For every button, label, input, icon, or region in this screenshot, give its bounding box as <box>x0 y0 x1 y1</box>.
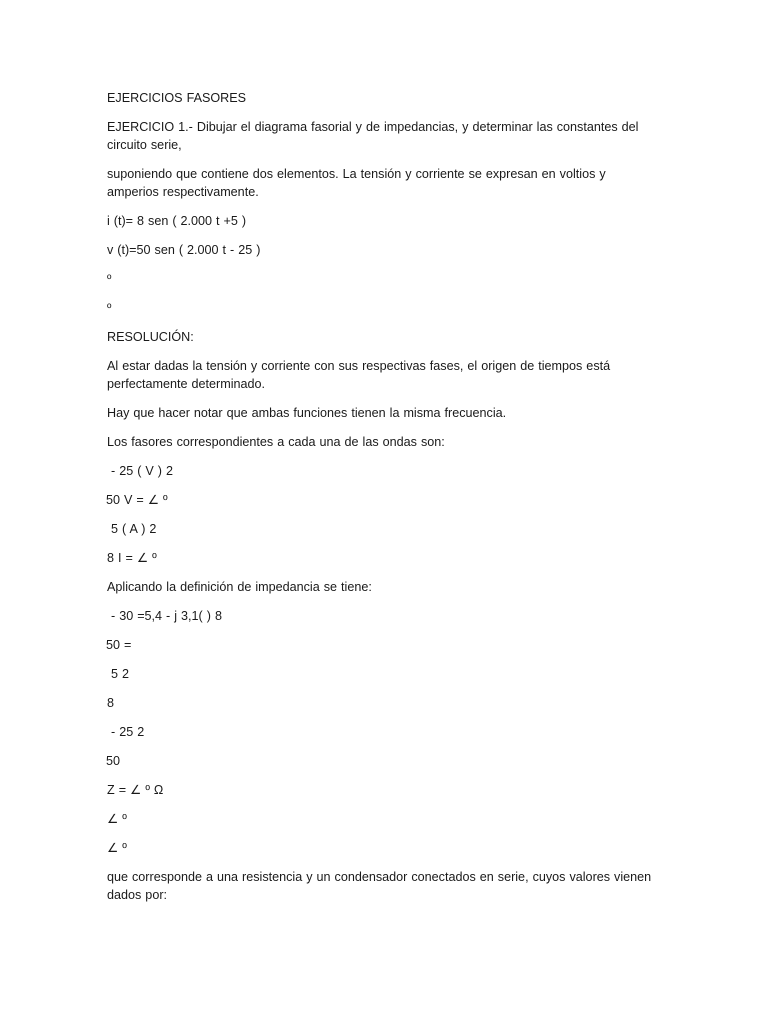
exercise-statement-cont: suponiendo que contiene dos elementos. La tensión y corriente se expresan en voltios y amperios respectivamente. <box>107 167 610 199</box>
impedance-line-3: 5 2 <box>107 667 130 681</box>
resolution-paragraph-3: Los fasores correspondientes a cada una de las ondas son: <box>107 435 445 449</box>
impedance-line-7: Z = ∠ º Ω <box>107 783 164 797</box>
resolution-paragraph-2: Hay que hacer notar que ambas funciones tienen la misma frecuencia. <box>107 406 507 420</box>
voltage-equation: v (t)=50 sen ( 2.000 t - 25 ) <box>107 243 261 257</box>
impedance-line-8: ∠ º <box>107 812 127 826</box>
degree-symbol-2: º <box>107 301 112 315</box>
impedance-line-1: - 30 =5,4 - j 3,1( ) 8 <box>107 609 222 623</box>
impedance-line-9: ∠ º <box>107 841 127 855</box>
resolution-heading: RESOLUCIÓN: <box>107 330 194 344</box>
document-body <box>106 89 656 915</box>
document-title: EJERCICIOS FASORES <box>107 91 247 105</box>
current-equation: i (t)= 8 sen ( 2.000 t +5 ) <box>107 214 247 228</box>
phasor-line-3: 5 ( A ) 2 <box>107 522 157 536</box>
impedance-line-6: 50 <box>106 754 121 768</box>
phasor-line-2: 50 V = ∠ º <box>106 493 168 507</box>
impedance-intro: Aplicando la definición de impedancia se tiene: <box>107 580 372 594</box>
phasor-line-1: - 25 ( V ) 2 <box>107 464 173 478</box>
conclusion-paragraph: que corresponde a una resistencia y un condensador conectados en serie, cuyos valores vienen dados por: <box>107 870 656 902</box>
impedance-line-2: 50 = <box>106 638 132 652</box>
exercise-statement: EJERCICIO 1.- Dibujar el diagrama fasorial y de impedancias, y determinar las constantes del circuito serie, <box>107 120 643 152</box>
impedance-line-4: 8 <box>107 696 115 710</box>
phasor-line-4: 8 I = ∠ º <box>107 551 157 565</box>
resolution-paragraph-1: Al estar dadas la tensión y corriente con sus respectivas fases, el origen de tiempos está perfectamente determinado. <box>107 359 615 391</box>
impedance-line-5: - 25 2 <box>107 725 145 739</box>
degree-symbol-1: º <box>107 272 112 286</box>
